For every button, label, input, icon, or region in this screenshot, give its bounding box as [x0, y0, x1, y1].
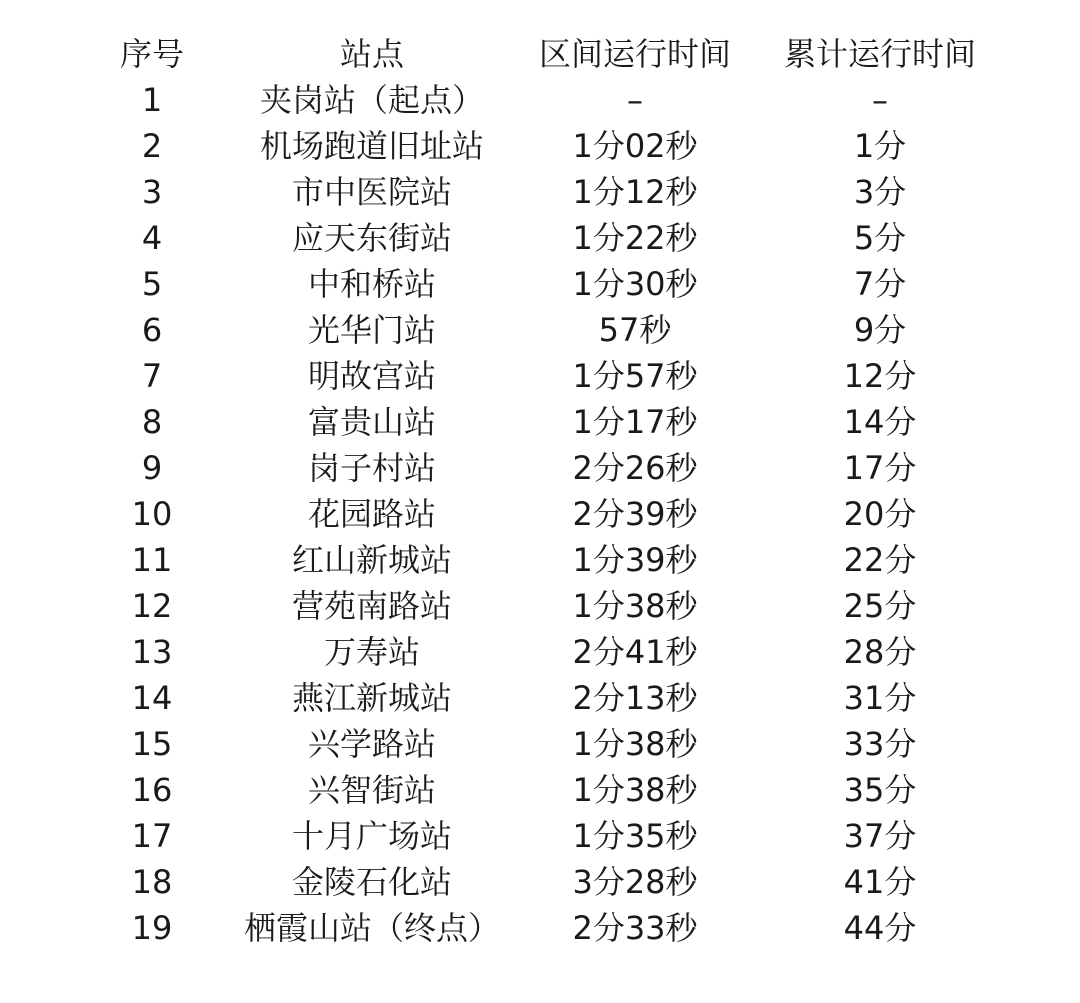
row-cumulative-time: 37分: [843, 817, 917, 855]
row-segment-time: 1分35秒: [572, 817, 698, 855]
row-station: 市中医院站: [291, 173, 452, 211]
row-cumulative-time: 5分: [853, 219, 907, 257]
table-body: [0, 77, 1080, 951]
row-cumulative-time: 1分: [853, 127, 907, 165]
row-index: 19: [131, 909, 173, 947]
row-segment-time: 1分38秒: [572, 725, 698, 763]
table-row: [0, 215, 1080, 261]
row-cumulative-time: 14分: [843, 403, 917, 441]
header-segment-time: 区间运行时间: [538, 35, 731, 73]
table-row: [0, 491, 1080, 537]
row-cumulative-time: 35分: [843, 771, 917, 809]
table-row: [0, 859, 1080, 905]
row-segment-time: 2分26秒: [572, 449, 698, 487]
row-station: 光华门站: [307, 311, 436, 349]
row-index: 11: [131, 541, 173, 579]
row-cumulative-time: –: [872, 81, 888, 119]
row-index: 14: [131, 679, 173, 717]
row-index: 15: [131, 725, 173, 763]
row-index: 3: [141, 173, 163, 211]
row-cumulative-time: 20分: [843, 495, 917, 533]
row-cumulative-time: 41分: [843, 863, 917, 901]
table-row: [0, 675, 1080, 721]
row-index: 16: [131, 771, 173, 809]
row-station: 十月广场站: [291, 817, 452, 855]
row-segment-time: 1分38秒: [572, 587, 698, 625]
header-index: 序号: [119, 35, 184, 73]
row-cumulative-time: 3分: [853, 173, 907, 211]
row-segment-time: 3分28秒: [572, 863, 698, 901]
row-index: 9: [141, 449, 163, 487]
row-segment-time: 1分39秒: [572, 541, 698, 579]
row-station: 机场跑道旧址站: [259, 127, 484, 165]
row-station: 燕江新城站: [291, 679, 452, 717]
table-row: [0, 767, 1080, 813]
row-cumulative-time: 9分: [853, 311, 907, 349]
row-index: 13: [131, 633, 173, 671]
row-station: 中和桥站: [307, 265, 436, 303]
table-row: [0, 399, 1080, 445]
row-segment-time: 2分41秒: [572, 633, 698, 671]
row-index: 7: [141, 357, 163, 395]
row-cumulative-time: 25分: [843, 587, 917, 625]
row-index: 8: [141, 403, 163, 441]
row-index: 10: [131, 495, 173, 533]
table-row: [0, 813, 1080, 859]
row-segment-time: 1分17秒: [572, 403, 698, 441]
table-row: [0, 721, 1080, 767]
station-schedule-table: [0, 31, 1080, 951]
table-row: [0, 123, 1080, 169]
row-index: 12: [131, 587, 173, 625]
table-row: [0, 583, 1080, 629]
row-station: 营苑南路站: [291, 587, 452, 625]
row-segment-time: 1分30秒: [572, 265, 698, 303]
row-segment-time: –: [627, 81, 643, 119]
row-index: 17: [131, 817, 173, 855]
row-cumulative-time: 28分: [843, 633, 917, 671]
row-segment-time: 1分57秒: [572, 357, 698, 395]
row-segment-time: 2分33秒: [572, 909, 698, 947]
row-station: 万寿站: [323, 633, 420, 671]
row-station: 栖霞山站（终点）: [243, 909, 500, 947]
row-segment-time: 2分39秒: [572, 495, 698, 533]
table-row: [0, 537, 1080, 583]
row-cumulative-time: 44分: [843, 909, 917, 947]
row-cumulative-time: 12分: [843, 357, 917, 395]
row-cumulative-time: 7分: [853, 265, 907, 303]
row-cumulative-time: 17分: [843, 449, 917, 487]
table-row: [0, 353, 1080, 399]
header-station: 站点: [339, 35, 404, 73]
row-station: 富贵山站: [307, 403, 436, 441]
row-index: 4: [141, 219, 163, 257]
table-header: [0, 31, 1080, 77]
table-row: [0, 905, 1080, 951]
row-station: 花园路站: [307, 495, 436, 533]
table-row: [0, 445, 1080, 491]
row-segment-time: 1分38秒: [572, 771, 698, 809]
row-segment-time: 57秒: [598, 311, 672, 349]
table-row: [0, 261, 1080, 307]
row-station: 岗子村站: [307, 449, 436, 487]
row-index: 6: [141, 311, 163, 349]
row-index: 2: [141, 127, 163, 165]
table-row: [0, 77, 1080, 123]
row-segment-time: 1分02秒: [572, 127, 698, 165]
row-cumulative-time: 31分: [843, 679, 917, 717]
row-station: 应天东街站: [291, 219, 452, 257]
row-station: 兴智街站: [307, 771, 436, 809]
row-segment-time: 1分12秒: [572, 173, 698, 211]
row-station: 明故宫站: [307, 357, 436, 395]
row-cumulative-time: 33分: [843, 725, 917, 763]
table-row: [0, 629, 1080, 675]
table-row: [0, 169, 1080, 215]
row-index: 5: [141, 265, 163, 303]
row-station: 红山新城站: [291, 541, 452, 579]
header-cumulative-time: 累计运行时间: [783, 35, 976, 73]
row-index: 1: [141, 81, 163, 119]
row-segment-time: 1分22秒: [572, 219, 698, 257]
row-station: 金陵石化站: [291, 863, 452, 901]
row-segment-time: 2分13秒: [572, 679, 698, 717]
table-row: [0, 307, 1080, 353]
row-station: 兴学路站: [307, 725, 436, 763]
row-index: 18: [131, 863, 173, 901]
row-cumulative-time: 22分: [843, 541, 917, 579]
row-station: 夹岗站（起点）: [259, 81, 484, 119]
